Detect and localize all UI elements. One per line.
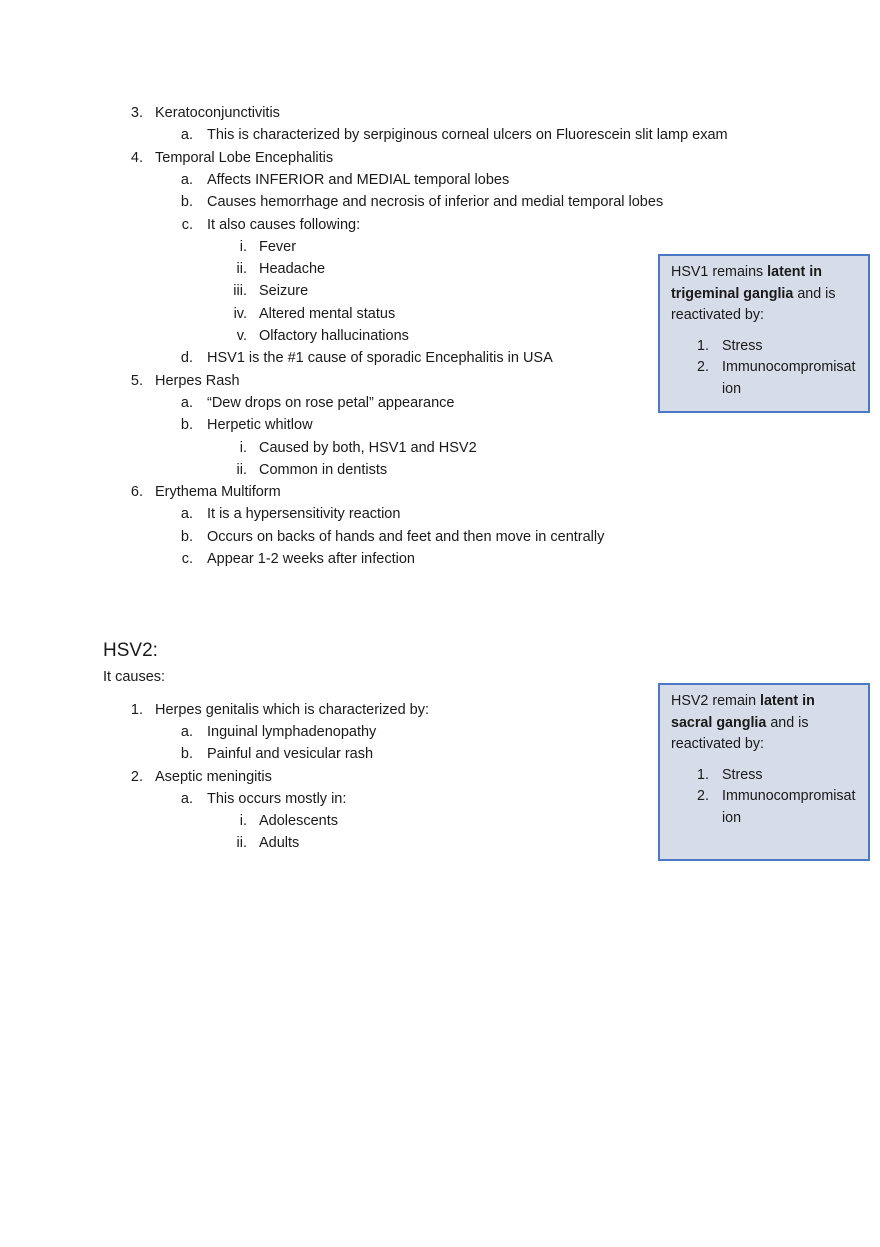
- list-marker: iv.: [233, 305, 247, 322]
- list-marker: a.: [180, 394, 193, 411]
- list-marker: ii.: [236, 261, 247, 278]
- list-marker: a.: [180, 724, 193, 741]
- list-text: Adults: [259, 835, 300, 852]
- list-text: HSV1 is the #1 cause of sporadic Encephalitis in USA: [207, 350, 553, 367]
- callout-list-item: [671, 336, 858, 358]
- list-text: Appear 1-2 weeks after infection: [207, 551, 415, 567]
- callout-bold-text: latent in sacral ganglia: [671, 693, 815, 731]
- list-text: Headache: [259, 261, 326, 278]
- list-marker: iii.: [233, 283, 247, 300]
- callout-text: HSV2 remain: [671, 693, 760, 709]
- list-text: Immunocompromisation: [722, 788, 856, 826]
- hsv2-subheading: It causes:: [103, 669, 166, 685]
- list-marker: 2.: [697, 359, 709, 375]
- hsv2-callout-box: [658, 683, 870, 861]
- list-text: Herpes genitalis which is characterized by:: [155, 702, 430, 718]
- list-text: Adolescents: [259, 813, 338, 829]
- list-text: “Dew drops on rose petal” appearance: [207, 394, 455, 411]
- list-marker: i.: [239, 813, 247, 829]
- list-marker: 4.: [130, 149, 143, 166]
- list-marker: i.: [239, 238, 247, 255]
- list-text: This occurs mostly in:: [207, 790, 347, 807]
- list-text: Temporal Lobe Encephalitis: [155, 149, 334, 166]
- list-text: It also causes following:: [207, 216, 361, 233]
- hsv1-callout-list: [671, 336, 858, 401]
- list-text: Fever: [259, 238, 297, 255]
- list-marker: c.: [181, 216, 193, 233]
- list-marker: a.: [180, 790, 193, 807]
- list-text: Olfactory hallucinations: [259, 328, 409, 344]
- list-marker: c.: [181, 551, 193, 567]
- list-marker: a.: [180, 127, 193, 144]
- list-marker: v.: [236, 328, 247, 344]
- list-text: Seizure: [259, 283, 309, 300]
- list-text: This is characterized by serpiginous corneal ulcers on Fluorescein slit lamp exam: [207, 127, 728, 144]
- list-marker: b.: [180, 194, 193, 211]
- list-text: Painful and vesicular rash: [207, 746, 374, 763]
- list-marker: 1.: [697, 337, 709, 354]
- callout-list-item: [671, 357, 858, 400]
- list-marker: 6.: [130, 484, 143, 501]
- list-marker: b.: [180, 417, 193, 434]
- list-text: Herpes Rash: [155, 372, 240, 389]
- hsv1-callout-box: [658, 254, 870, 413]
- hsv2-heading: HSV2:: [103, 640, 158, 661]
- hsv2-callout-list: [671, 765, 858, 830]
- list-marker: 3.: [130, 105, 143, 121]
- list-marker: ii.: [236, 835, 247, 852]
- list-marker: 1.: [697, 766, 709, 783]
- list-text: Common in dentists: [259, 461, 388, 478]
- list-text: Inguinal lymphadenopathy: [207, 724, 377, 741]
- list-text: Keratoconjunctivitis: [155, 105, 280, 121]
- list-text: Stress: [722, 337, 763, 354]
- callout-text: HSV1 remains: [671, 264, 768, 280]
- list-text: Herpetic whitlow: [207, 417, 313, 434]
- list-text: Caused by both, HSV1 and HSV2: [259, 439, 477, 456]
- hsv2-callout-intro: [671, 691, 858, 756]
- list-marker: b.: [180, 528, 193, 545]
- list-text: It is a hypersensitivity reaction: [207, 506, 401, 523]
- callout-list-item: [671, 765, 858, 787]
- list-marker: i.: [239, 439, 247, 456]
- list-marker: a.: [180, 171, 193, 188]
- list-text: Occurs on backs of hands and feet and then move in centrally: [207, 528, 605, 545]
- callout-text: and is reactivated by:: [671, 285, 836, 323]
- list-marker: b.: [180, 746, 193, 763]
- list-text: Immunocompromisation: [722, 359, 856, 397]
- list-text: Affects INFERIOR and MEDIAL temporal lobes: [207, 171, 510, 188]
- callout-bold-text: latent in trigeminal ganglia: [671, 264, 822, 302]
- list-text: Erythema Multiform: [155, 484, 281, 501]
- list-marker: 2.: [130, 768, 143, 785]
- callout-text: and is reactivated by:: [671, 714, 809, 752]
- hsv1-callout-intro: [671, 262, 858, 327]
- list-text: Aseptic meningitis: [155, 768, 272, 785]
- list-marker: 1.: [130, 702, 143, 718]
- callout-list-item: [671, 786, 858, 829]
- list-marker: 5.: [130, 372, 143, 389]
- list-marker: a.: [180, 506, 193, 523]
- list-marker: d.: [180, 350, 193, 367]
- list-marker: ii.: [236, 461, 247, 478]
- list-marker: 2.: [697, 788, 709, 804]
- list-text: Stress: [722, 766, 763, 783]
- list-text: Causes hemorrhage and necrosis of inferior and medial temporal lobes: [207, 194, 664, 211]
- list-text: Altered mental status: [259, 305, 396, 322]
